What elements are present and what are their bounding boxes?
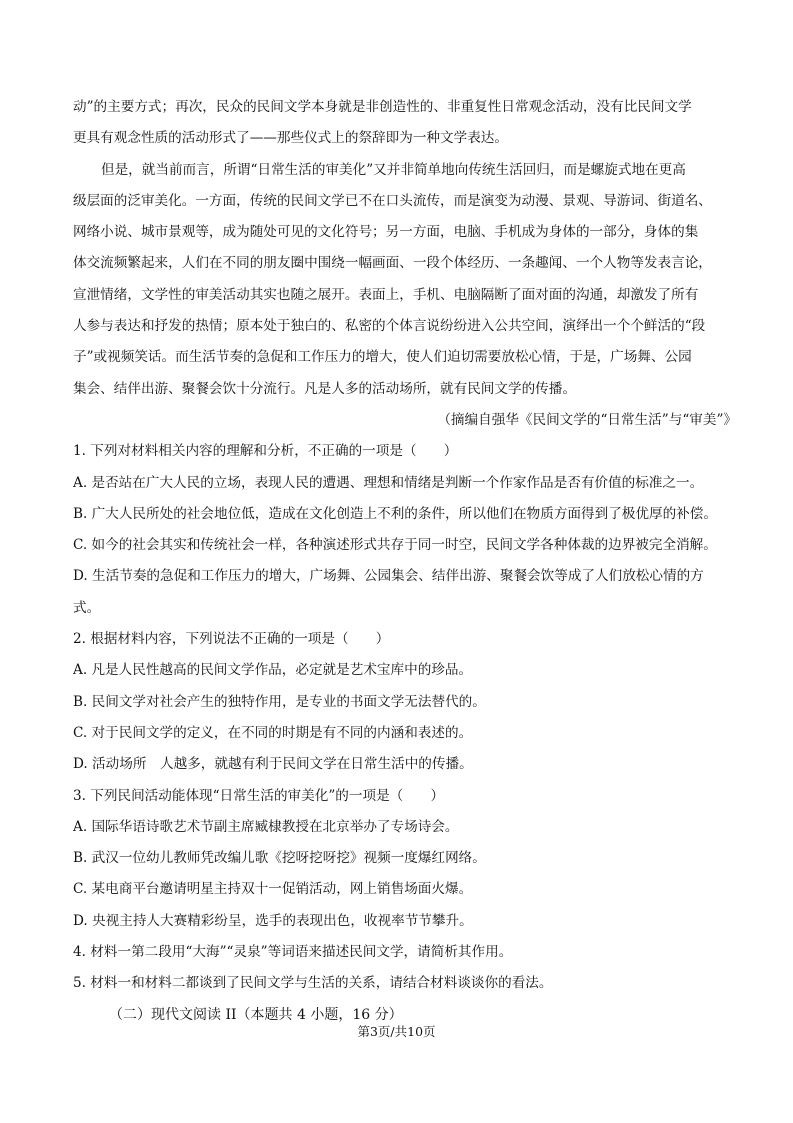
passage-line: 体交流频繁起来，人们在不同的朋友圈中围绕一幅画面、一段个体经历、一条趣闻、一个人物等发表言论， [73, 255, 712, 272]
option-a: A. 凡是人民性越高的民间文学作品，必定就是艺术宝库中的珍品。 [73, 662, 473, 679]
option-a: A. 国际华语诗歌艺术节副主席臧棣教授在北京举办了专场诗会。 [73, 818, 459, 835]
option-d: D. 活动场所 人越多，就越有利于民间文学在日常生活中的传播。 [73, 756, 473, 773]
question-2 [73, 624, 737, 780]
page-footer: 第3页/共10页 [357, 1024, 436, 1039]
passage-source: （摘编自强华《民间文学的“日常生活”与“审美”》 [437, 411, 737, 428]
option-d: D. 央视主持人大赛精彩纷呈，选手的表现出色，收视率节节攀升。 [73, 912, 473, 929]
option-b: B. 武汉一位幼儿教师凭改编儿歌《挖呀挖呀挖》视频一度爆红网络。 [73, 850, 486, 867]
passage-line: 网络小说、城市景观等，成为随处可见的文化符号；另一方面，电脑、手机成为身体的一部分，身体的集 [73, 224, 699, 241]
option-d: D. 生活节奏的急促和工作压力的增大，广场舞、公园集会、结伴出游、聚餐会饮等成了人们放松心情的方 [73, 568, 704, 585]
question-stem: 1. 下列对材料相关内容的理解和分析，不正确的一项是（ ） [73, 443, 458, 460]
passage-line: 子”或视频笑话。而生活节奏的急促和工作压力的增大，使人们迫切需要放松心情，于是，广场舞、公园 [73, 349, 692, 366]
passage-line: 但是，就当前而言，所谓“日常生活的审美化”又并非简单地向传统生活回归，而是螺旋式地在更高 [101, 161, 686, 178]
page-content [73, 92, 737, 1031]
question-4: 4. 材料一第二段用“大海”“灵泉”等词语来描述民间文学，请简析其作用。 [73, 944, 513, 961]
question-stem: 3. 下列民间活动能体现“日常生活的审美化”的一项是（ ） [73, 787, 445, 804]
passage-line: 集会、结伴出游、聚餐会饮十分流行。凡是人多的活动场所，就有民间文学的传播。 [73, 380, 576, 397]
option-a: A. 是否站在广大人民的立场，表现人民的遭遇、理想和情绪是判断一个作家作品是否有价值的标准之一。 [73, 474, 704, 491]
reading-passage [73, 92, 737, 436]
question-stem: 2. 根据材料内容，下列说法不正确的一项是（ ） [73, 631, 390, 648]
option-c: C. 某电商平台邀请明星主持双十一促销活动，网上销售场面火爆。 [73, 881, 473, 898]
passage-line: 动”的主要方式；再次，民众的民间文学本身就是非创造性的、非重复性日常观念活动，没有比民间文学 [73, 99, 692, 115]
passage-line: 宣泄情绪，文学性的审美活动其实也随之展开。表面上，手机、电脑隔断了面对面的沟通，却激发了所有 [73, 286, 699, 303]
section-heading: （二）现代文阅读 II（本题共 4 小题，16 分） [109, 1006, 403, 1023]
passage-line: 级层面的泛审美化。一方面，传统的民间文学已不在口头流传，而是演变为动漫、景观、导游词、街道名、 [73, 192, 712, 209]
option-c: C. 如今的社会其实和传统社会一样，各种演述形式共存于同一时空，民间文学各种体裁的边界被完全消解。 [73, 537, 717, 554]
option-d-continued: 式。 [73, 599, 101, 616]
passage-line: 更具有观念性质的活动形式了——那些仪式上的祭辞即为一种文学表达。 [73, 130, 508, 147]
option-c: C. 对于民间文学的定义，在不同的时期是有不同的内涵和表述的。 [73, 724, 473, 741]
option-b: B. 民间文学对社会产生的独特作用，是专业的书面文学无法替代的。 [73, 693, 486, 710]
question-3 [73, 781, 737, 937]
passage-line: 人参与表达和抒发的热情；原本处于独白的、私密的个体言说纷纷进入公共空间，演绎出一个个鲜活的“段 [73, 318, 706, 335]
option-b: B. 广大人民所处的社会地位低，造成在文化创造上不利的条件，所以他们在物质方面得到了极优厚的补偿。 [73, 505, 717, 522]
question-5: 5. 材料一和材料二都谈到了民间文学与生活的关系，请结合材料谈谈你的看法。 [73, 975, 553, 992]
question-1 [73, 436, 737, 624]
